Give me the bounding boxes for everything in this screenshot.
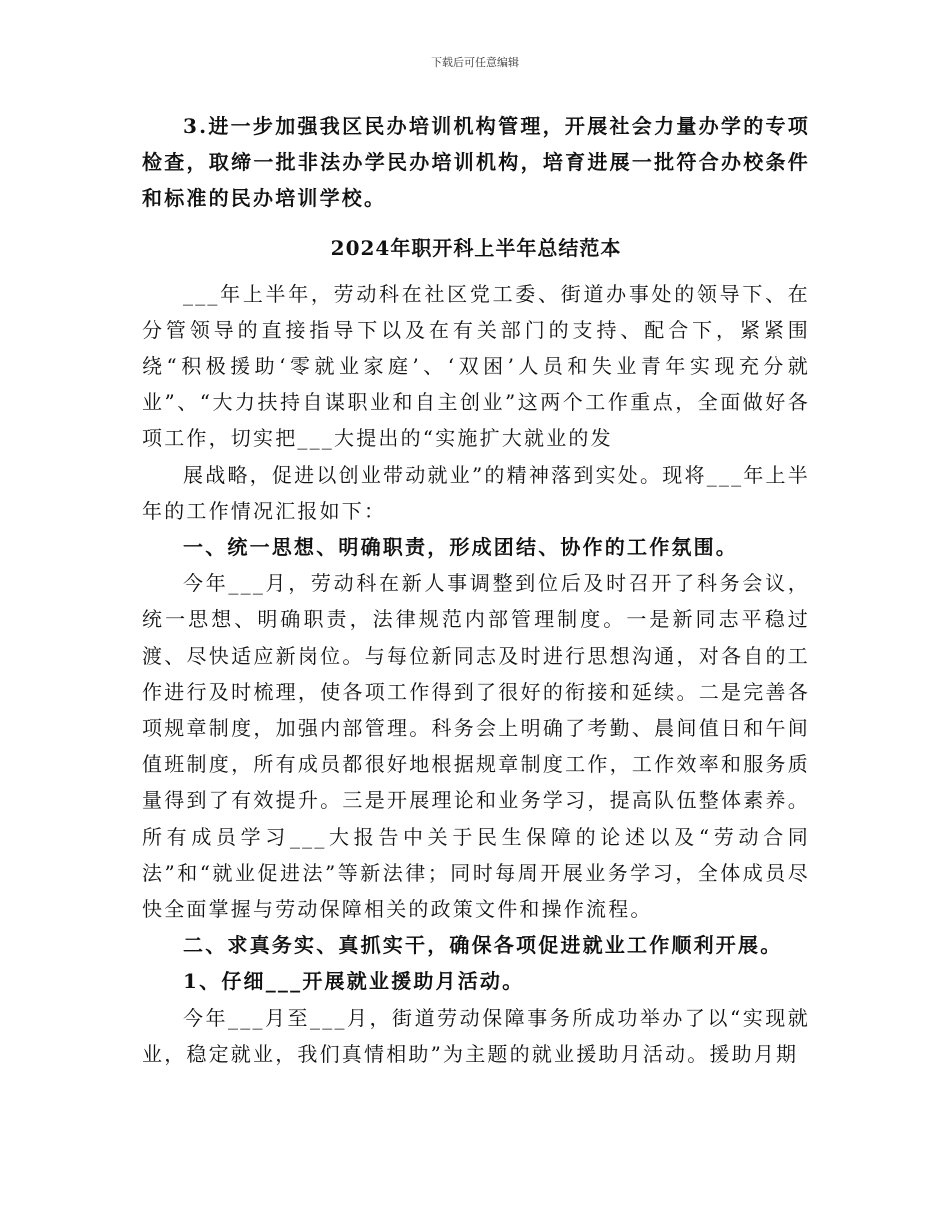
subsection-heading-1: 1、仔细___开展就业援助月活动。 — [183, 969, 525, 994]
section-heading-1: 一、统一思想、明确职责，形成团结、协作的工作氛围。 — [183, 535, 738, 560]
paragraph-1: ___年上半年，劳动科在社区党工委、街道办事处的领导下、在分管领导的直接指导下以及在有关部门的支持、配合下，紧紧围绕“积极援助‘零就业家庭’、‘双困’人员和失业青年实现充分就业”、“大力扶持自谋职业和自主创业”这两个工作重点，全面做好各项工作，切实把___大提出的“实施扩大就业的发 — [142, 281, 810, 451]
paragraph-3: 今年___月，劳动科在新人事调整到位后及时召开了科务会议，统一思想、明确职责，法律规范内部管理制度。一是新同志平稳过渡、尽快适应新岗位。与每位新同志及时进行思想沟通，对各自的工作进行及时梳理，使各项工作得到了很好的衔接和延续。二是完善各项规章制度，加强内部管理。科务会上明确了考勤、晨间值日和午间值班制度，所有成员都很好地根据规章制度工作，工作效率和服务质量得到了有效提升。三是开展理论和业务学习，提高队伍整体素养。所有成员学习___大报告中关于民生保障的论述以及“劳动合同法”和“就业促进法”等新法律；同时每周开展业务学习，全体成员尽快全面掌握与劳动保障相关的政策文件和操作流程。 — [142, 571, 810, 922]
paragraph-2: 展战略，促进以创业带动就业”的精神落到实处。现将___年上半年的工作情况汇报如下： — [142, 462, 810, 523]
document-body — [142, 108, 810, 1072]
paragraph-4: 今年___月至___月，街道劳动保障事务所成功举办了以“实现就业，稳定就业，我们真情相助”为主题的就业援助月活动。援助月期 — [142, 1005, 810, 1066]
intro-paragraph: 3.进一步加强我区民办培训机构管理，开展社会力量办学的专项检查，取缔一批非法办学民办培训机构，培育进展一批符合办校条件和标准的民办培训学校。 — [142, 114, 810, 211]
document-title: 2024年职开科上半年总结范本 — [330, 235, 622, 260]
section-heading-2: 二、求真务实、真抓实干，确保各项促进就业工作顺利开展。 — [183, 933, 783, 958]
page-header: 下载后可任意编辑 — [431, 56, 519, 69]
